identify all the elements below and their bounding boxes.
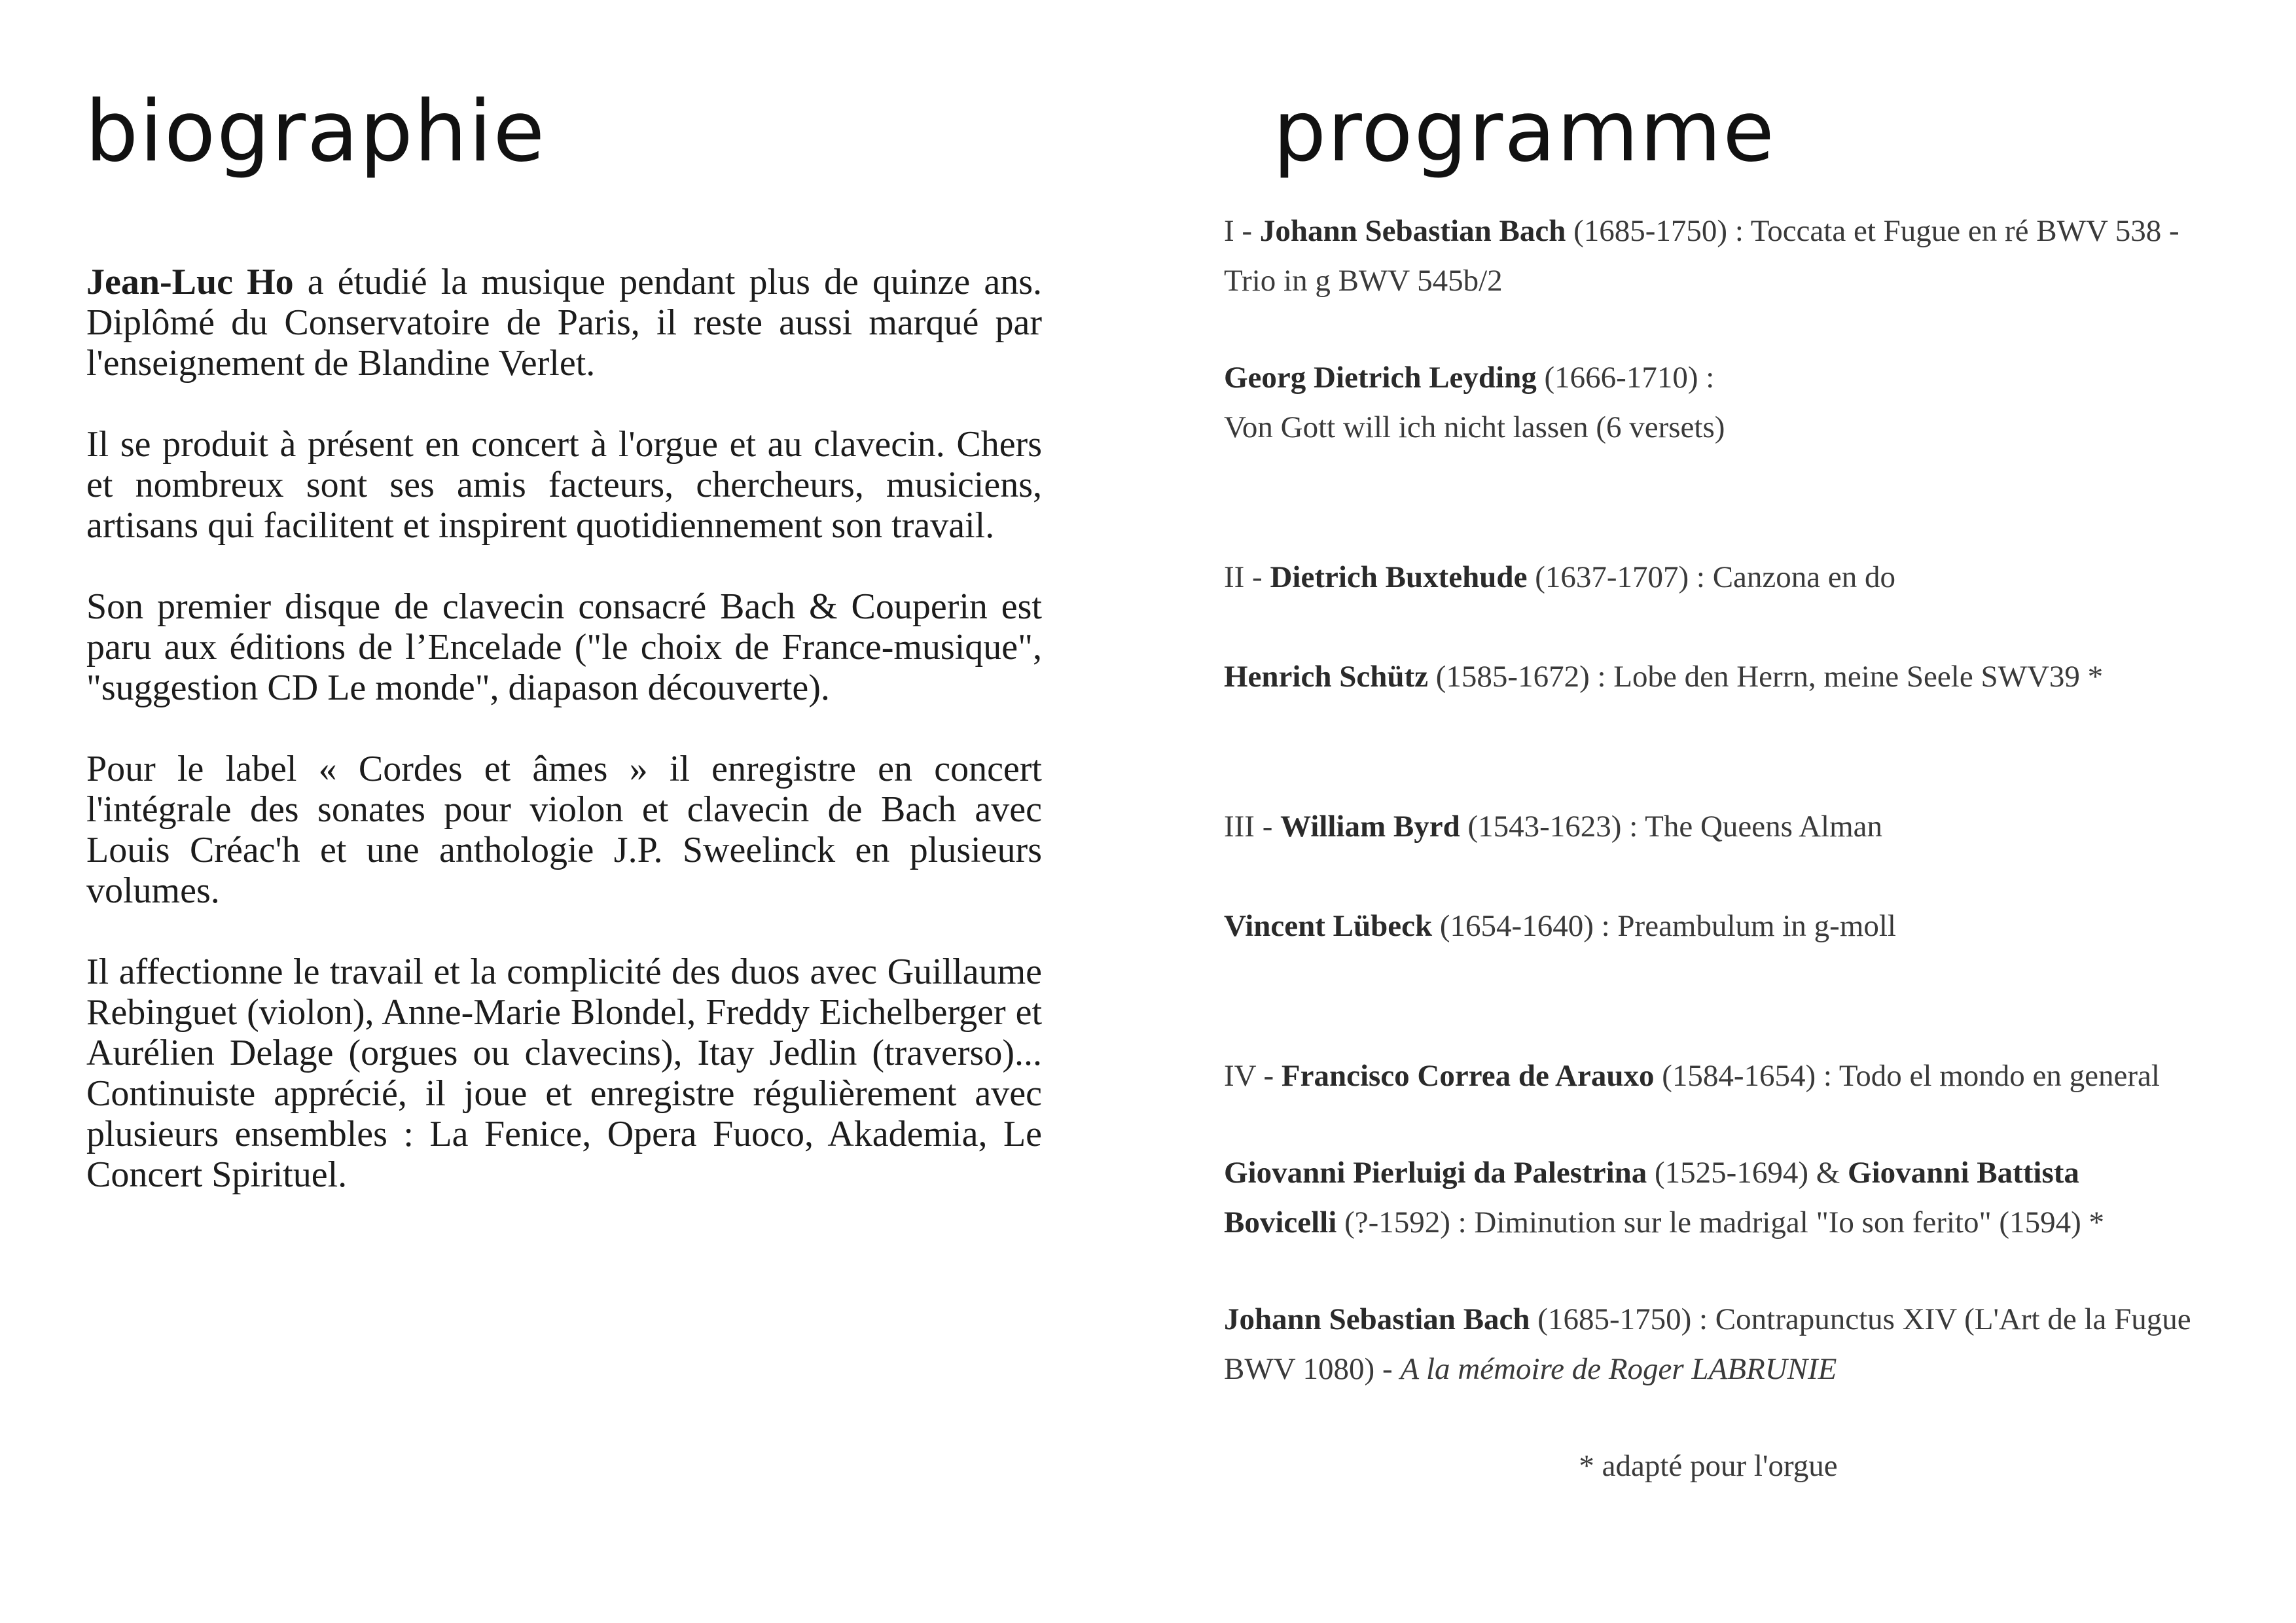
- work-details: (1654-1640) : Preambulum in g-moll: [1432, 909, 1896, 943]
- bio-paragraph-1: [86, 262, 1042, 383]
- composer-dates: (1666-1710) :: [1536, 361, 1715, 395]
- programme-list: [1224, 206, 2193, 1491]
- biographie-text: [86, 262, 1042, 1236]
- programme-item: [1224, 1148, 2193, 1247]
- programme-item: [1224, 552, 2193, 602]
- bio-paragraph-5: Il affectionne le travail et la complicité des duos avec Guillaume Rebinguet (violon), Anne-Marie Blondel, Freddy Eichelberger et Aurélien Delage (orgues ou clavecins), Itay Jedlin (traverso)... Continuiste apprécié, il joue et enregistre régulièrement avec plusieurs ensembles : La Fenice, Opera Fuoco, Akademia, Le Concert Spirituel.: [86, 952, 1042, 1195]
- composer-dates: (1525-1694) &: [1647, 1156, 1848, 1190]
- composer-name: Giovanni Pierluigi da Palestrina: [1224, 1156, 1647, 1190]
- composer-name: Georg Dietrich Leyding: [1224, 361, 1537, 395]
- work-details: (1637-1707) : Canzona en do: [1527, 560, 1895, 594]
- bio-paragraph-4: Pour le label « Cordes et âmes » il enregistre en concert l'intégrale des sonates pour violon et clavecin de Bach avec Louis Créac'h et une anthologie J.P. Sweelinck en plusieurs volumes.: [86, 749, 1042, 911]
- bio-paragraph-2: Il se produit à présent en concert à l'orgue et au clavecin. Chers et nombreux sont ses amis facteurs, chercheurs, musiciens, artisans qui facilitent et inspirent quotidiennement son travail.: [86, 424, 1042, 546]
- artist-name: Jean-Luc Ho: [86, 262, 294, 302]
- section-number: IV -: [1224, 1059, 1282, 1093]
- dedication: A la mémoire de Roger LABRUNIE: [1400, 1352, 1837, 1386]
- composer-name: Dietrich Buxtehude: [1270, 560, 1528, 594]
- composer-name: William Byrd: [1280, 810, 1460, 844]
- work-details: (1685-1750) : Toccata et Fugue en ré BWV 538 - Trio in g BWV 545b/2: [1224, 214, 2179, 298]
- programme-item: [1224, 901, 2193, 951]
- composer-name: Francisco Correa de Arauxo: [1281, 1059, 1655, 1093]
- programme-item: [1224, 802, 2193, 851]
- programme-item: [1224, 206, 2193, 306]
- composer-name: Johann Sebastian Bach: [1224, 1302, 1530, 1336]
- composer-name: Henrich Schütz: [1224, 660, 1429, 694]
- section-number: II -: [1224, 560, 1270, 594]
- composer-name: Johann Sebastian Bach: [1259, 214, 1566, 248]
- work-details: (?-1592) : Diminution sur le madrigal "Io son ferito" (1594) *: [1336, 1205, 2104, 1240]
- composer-name: Giovanni Battista Bovicelli: [1224, 1156, 2079, 1240]
- work-details: (1685-1750) : Contrapunctus XIV (L'Art de la Fugue BWV 1080) -: [1224, 1302, 2191, 1386]
- bio-paragraph-3: Son premier disque de clavecin consacré Bach & Couperin est paru aux éditions de l’Encelade ("le choix de France-musique", "suggestion CD Le monde", diapason découverte).: [86, 586, 1042, 708]
- programme-item: [1224, 1294, 2193, 1394]
- bio-paragraph-1-text: a étudié la musique pendant plus de quinze ans. Diplômé du Conservatoire de Paris, il reste aussi marqué par l'enseignement de Blandine Verlet.: [86, 262, 1042, 383]
- section-number: III -: [1224, 810, 1281, 844]
- work-title: Von Gott will ich nicht lassen (6 versets): [1224, 410, 1725, 444]
- work-details: (1543-1623) : The Queens Alman: [1460, 810, 1883, 844]
- footnote: * adapté pour l'orgue: [1579, 1449, 1838, 1483]
- section-number: I -: [1224, 214, 1260, 248]
- biographie-heading: biographie: [85, 83, 547, 181]
- programme-item: [1224, 652, 2193, 702]
- work-details: (1584-1654) : Todo el mondo en general: [1654, 1059, 2160, 1093]
- work-details: (1585-1672) : Lobe den Herrn, meine Seele SWV39 *: [1428, 660, 2104, 694]
- composer-name: Vincent Lübeck: [1224, 909, 1433, 943]
- programme-item: [1224, 1051, 2193, 1101]
- programme-item: [1224, 353, 2193, 452]
- programme-heading: programme: [1273, 83, 1776, 181]
